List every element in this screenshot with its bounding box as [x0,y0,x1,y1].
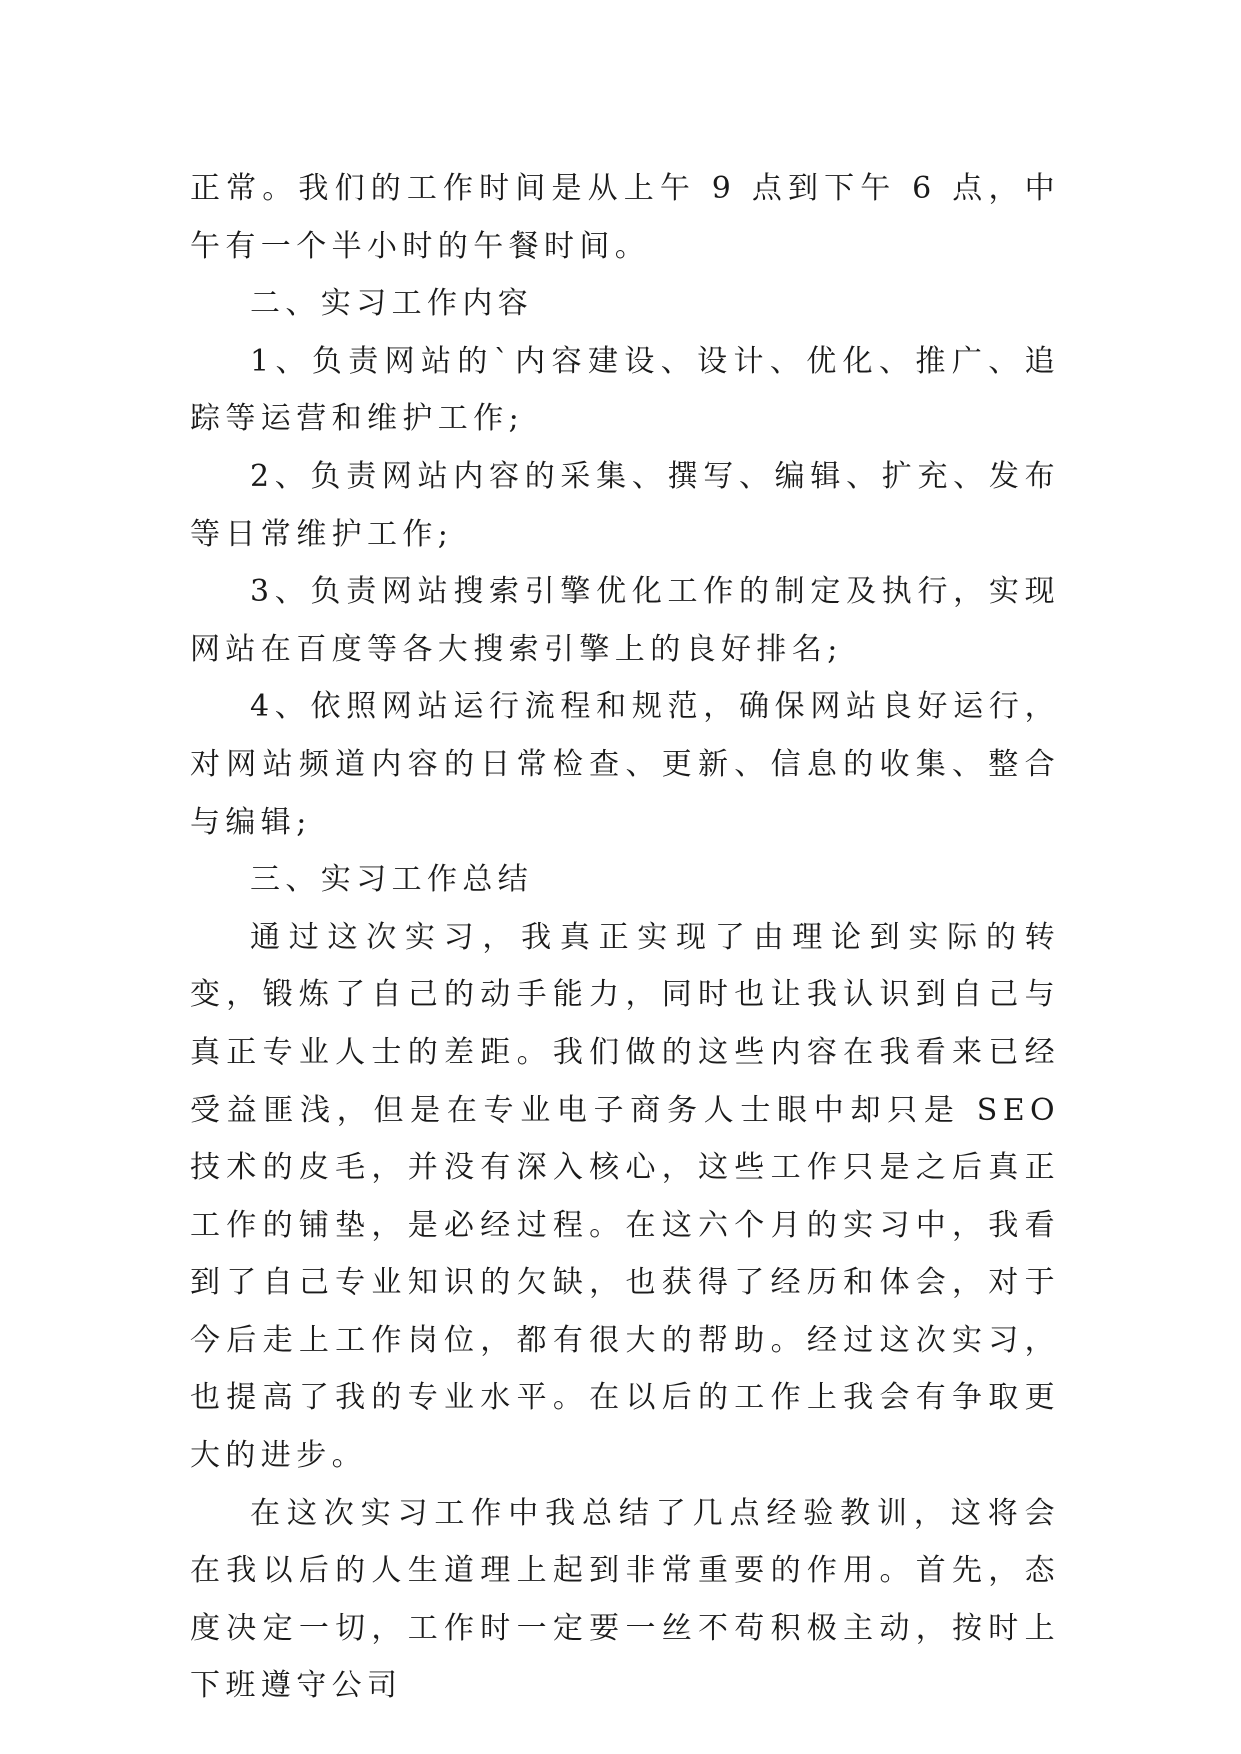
paragraph-summary: 通过这次实习，我真正实现了由理论到实际的转变，锻炼了自己的动手能力，同时也让我认识到自己与真正专业人士的差距。我们做的这些内容在我看来已经受益匪浅，但是在专业电子商务人士眼中却只是 SEO 技术的皮毛，并没有深入核心，这些工作只是之后真正工作的铺垫，是必经过程。在这六个月的实习中，我看到了自己专业知识的欠缺，也获得了经历和体会，对于今后走上工作岗位，都有很大的帮助。经过这次实习，也提高了我的专业水平。在以后的工作上我会有争取更大的进步。 [190,919,1060,1474]
paragraph-lessons: 在这次实习工作中我总结了几点经验教训，这将会在我以后的人生道理上起到非常重要的作用。首先，态度决定一切，工作时一定要一丝不苟积极主动，按时上下班遵守公司 [190,1495,1060,1704]
paragraph-work-hours: 正常。我们的工作时间是从上午 9 点到下午 6 点，中午有一个半小时的午餐时间。 [190,171,1060,264]
list-item-3: 3、负责网站搜索引擎优化工作的制定及执行，实现网站在百度等各大搜索引擎上的良好排名; [190,574,1060,667]
list-item-2: 2、负责网站内容的采集、撰写、编辑、扩充、发布等日常维护工作; [190,458,1060,552]
document-body [190,160,1060,1715]
section-heading-internship-content: 二、实习工作内容 [250,286,534,322]
section-heading-internship-summary: 三、实习工作总结 [250,862,534,898]
list-item-4: 4、依照网站运行流程和规范，确保网站良好运行，对网站频道内容的日常检查、更新、信息的收集、整合与编辑; [190,689,1060,840]
list-item-1: 1、负责网站的`内容建设、设计、优化、推广、追踪等运营和维护工作; [190,343,1060,437]
